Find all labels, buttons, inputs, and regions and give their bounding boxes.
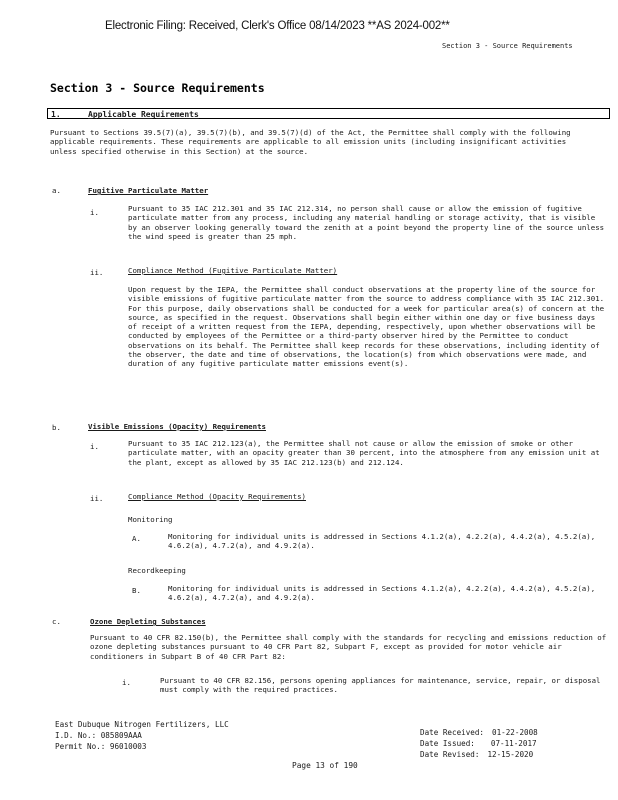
item-b-i-label: i. xyxy=(90,442,99,451)
received-label: Date Received: xyxy=(420,728,485,737)
running-header: Section 3 - Source Requirements xyxy=(442,42,573,50)
filing-stamp: Electronic Filing: Received, Clerk's Office 08/14/2023 **AS 2024-002** xyxy=(105,20,450,32)
item-a-ii-title: Compliance Method (Fugitive Particulate Matter) xyxy=(128,266,338,275)
intro-paragraph: Pursuant to Sections 39.5(7)(a), 39.5(7)(b), and 39.5(7)(d) of the Act, the Permittee shall comply with the following applicable requirements. These requirements are applicable to all emission units (including insignificant activities unless specified otherwise in this Section) at the source. xyxy=(50,128,571,156)
item-a-i-text: Pursuant to 35 IAC 212.301 and 35 IAC 212.314, no person shall cause or allow the emission of fugitive particulate matter from any process, including any material handling or storage activity, that is visible by an observer looking generally toward the zenith at a point beyond the property line of the source unless the wind speed is greater than 25 mph. xyxy=(128,204,605,241)
item-c-label: c. xyxy=(52,617,61,626)
item-a-i-label: i. xyxy=(90,208,99,217)
monitoring-heading: Monitoring xyxy=(128,515,173,524)
item-a-title: Fugitive Particulate Matter xyxy=(88,186,209,195)
item-b-A-label: A. xyxy=(132,534,141,543)
item-c-text: Pursuant to 40 CFR 82.150(b), the Permittee shall comply with the standards for recycling and emissions reduction of ozone depleting substances pursuant to 40 CFR Part 82, Subpart F, except as provided for motor vehicle air conditioners in Subpart B of 40 CFR Part 82: xyxy=(90,633,607,661)
item-b-A-text: Monitoring for individual units is addressed in Sections 4.1.2(a), 4.2.2(a), 4.4.2(a), 4.5.2(a), 4.6.2(a), 4.7.2(a), and 4.9.2(a). xyxy=(168,532,596,551)
item-b-ii-title: Compliance Method (Opacity Requirements) xyxy=(128,492,306,501)
part-number: 1. xyxy=(51,110,61,119)
item-a-ii-text: Upon request by the IEPA, the Permittee shall conduct observations at the property line of the source for visible emissions of fugitive particulate matter from the source to address compliance with 35 IAC 212.301. For this purpose, daily observations shall be conducted for a week for particular area(s) of concern at the source, as specified in the request. Observations shall begin either within one day or five business days of receipt of a written request from the IEPA, depending, respectively, upon whether observations will be conducted by employees of the Permittee or a third-party observer hired by the Permittee to conduct observations on its behalf. The Permittee shall keep records for these observations, including identity of the observer, the date and time of observations, the location(s) from which observations were made, and duration of any fugitive particulate matter emissions event(s). xyxy=(128,285,605,369)
item-c-i-label: i. xyxy=(122,678,131,687)
item-b-ii-label: ii. xyxy=(90,494,104,503)
permit-value: 96010003 xyxy=(109,742,147,751)
id-value: 085809AAA xyxy=(100,731,142,740)
issued-label: Date Issued: xyxy=(420,739,475,748)
item-b-title: Visible Emissions (Opacity) Requirements xyxy=(88,422,266,431)
item-b-B-label: B. xyxy=(132,586,141,595)
part-title: Applicable Requirements xyxy=(88,110,199,119)
footer-left xyxy=(55,719,229,752)
date-revised xyxy=(420,749,538,760)
item-b-i-text: Pursuant to 35 IAC 212.123(a), the Permittee shall not cause or allow the emission of smoke or other particulate matter, with an opacity greater than 30 percent, into the atmosphere from any emission unit at the plant, except as allowed by 35 IAC 212.123(b) and 212.124. xyxy=(128,439,600,467)
date-issued xyxy=(420,738,538,749)
date-received xyxy=(420,727,538,738)
revised-value: 12-15-2020 xyxy=(487,750,534,759)
item-a-ii-label: ii. xyxy=(90,268,104,277)
section-title: Section 3 - Source Requirements xyxy=(50,81,265,95)
company-name: East Dubuque Nitrogen Fertilizers, LLC xyxy=(55,720,229,729)
item-c-title: Ozone Depleting Substances xyxy=(90,617,206,626)
item-c-i-text: Pursuant to 40 CFR 82.156, persons opening appliances for maintenance, service, repair, or disposal must comply with the required practices. xyxy=(160,676,601,695)
item-b-label: b. xyxy=(52,423,61,432)
permit-number xyxy=(55,741,229,752)
item-a-label: a. xyxy=(52,186,61,195)
id-number xyxy=(55,730,229,741)
page-number: Page 13 of 190 xyxy=(292,761,358,770)
item-b-B-text: Monitoring for individual units is addressed in Sections 4.1.2(a), 4.2.2(a), 4.4.2(a), 4.5.2(a), 4.6.2(a), 4.7.2(a), and 4.9.2(a). xyxy=(168,584,596,603)
recordkeeping-heading: Recordkeeping xyxy=(128,566,186,575)
issued-value: 07-11-2017 xyxy=(490,739,537,748)
footer-dates xyxy=(420,727,538,760)
id-label: I.D. No.: xyxy=(55,731,97,740)
permit-label: Permit No.: xyxy=(55,742,106,751)
part-heading-bar xyxy=(47,108,610,119)
revised-label: Date Revised: xyxy=(420,750,480,759)
received-value: 01-22-2008 xyxy=(492,728,538,737)
